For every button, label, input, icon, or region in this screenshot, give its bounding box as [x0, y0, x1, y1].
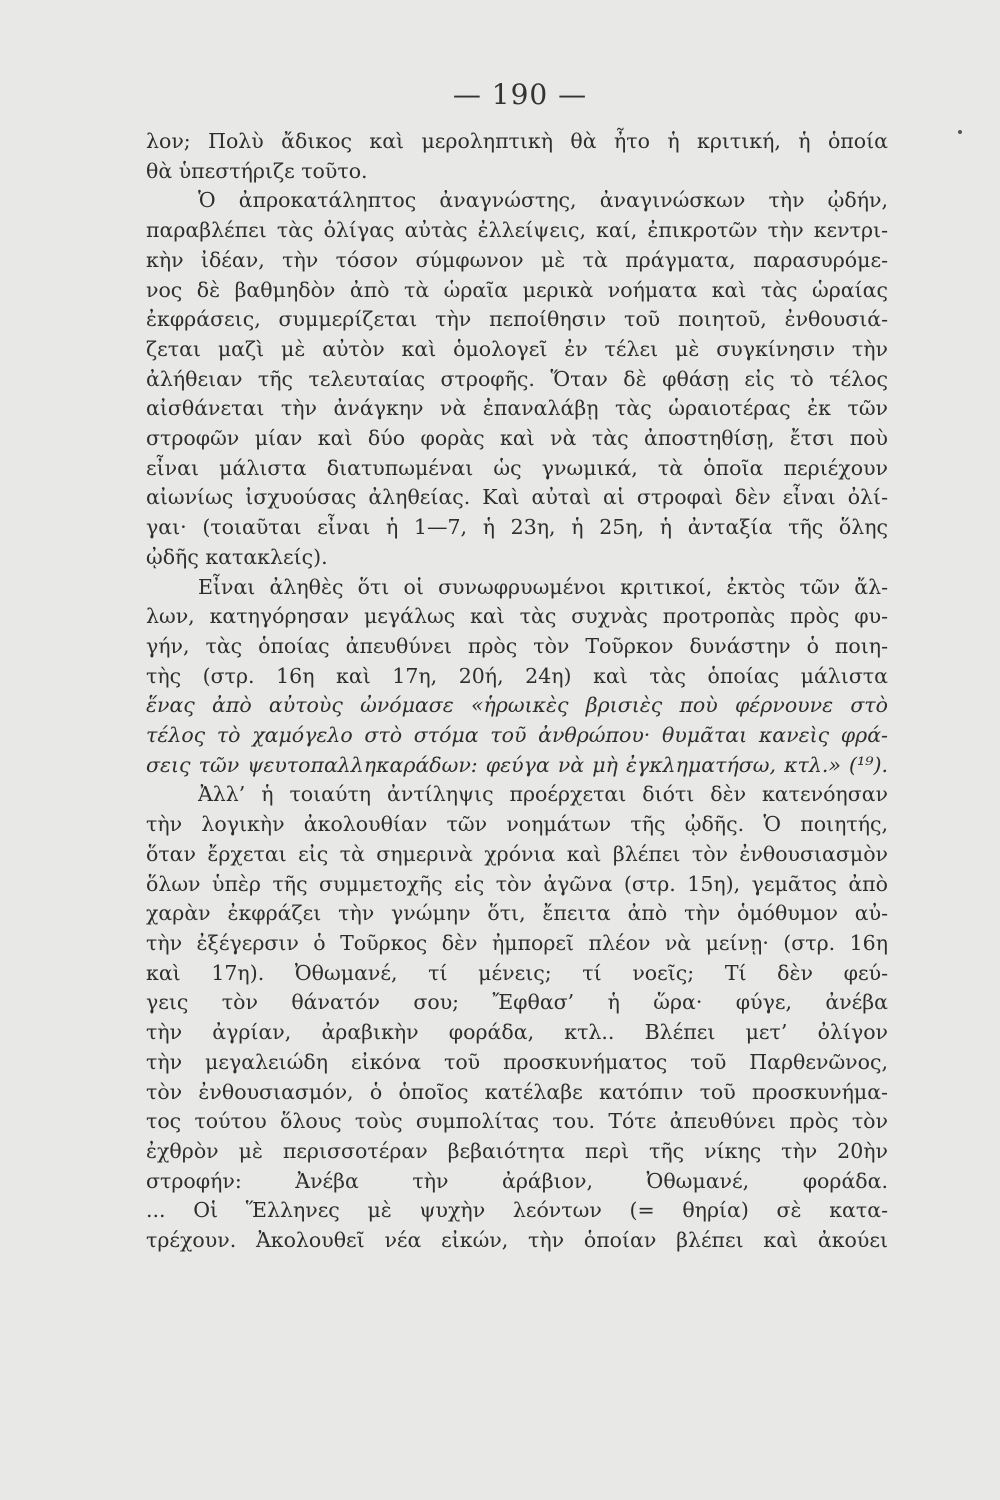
text-line: λον; Πολὺ ἄδικος καὶ μεροληπτικὴ θὰ ἦτο ἡ κριτική, ἡ ὁποία	[146, 129, 888, 153]
text-line: ζεται μαζὶ μὲ αὐτὸν καὶ ὁμολογεῖ ἐν τέλει μὲ συγκίνησιν τὴν	[146, 336, 888, 361]
text-line: τὴν ἐξέγερσιν ὁ Τοῦρκος δὲν ἠμπορεῖ πλέον νὰ μείνῃ· (στρ. 16η	[146, 930, 888, 955]
text-line: τρέχουν. Ἀκολουθεῖ νέα εἰκών, τὴν ὁποίαν βλέπει καὶ ἀκούει	[146, 1228, 888, 1253]
text-line: νος δὲ βαθμηδὸν ἀπὸ τὰ ὡραῖα μερικὰ νοήματα καὶ τὰς ὡραίας	[146, 277, 888, 302]
text-line: αἰσθάνεται τὴν ἀνάγκην νὰ ἐπαναλάβῃ τὰς ὡραιοτέρας ἐκ τῶν	[146, 396, 888, 421]
text-line: κὴν ἰδέαν, τὴν τόσον σύμφωνον μὲ τὰ πράγματα, παρασυρόμε-	[146, 247, 888, 272]
text-line: αἰωνίως ἰσχυούσας ἀληθείας. Καὶ αὐταὶ αἱ στροφαὶ δὲν εἶναι ὀλί-	[146, 485, 888, 510]
text-line: ἀλήθειαν τῆς τελευταίας στροφῆς. Ὅταν δὲ φθάσῃ εἰς τὸ τέλος	[146, 366, 888, 391]
text-line: ... Οἱ Ἕλληνες μὲ ψυχὴν λεόντων (= θηρία) σὲ κατα-	[146, 1198, 888, 1223]
text-line: τὴς (στρ. 16η καὶ 17η, 20ή, 24η) καὶ τὰς ὁποίας μάλιστα	[146, 663, 888, 688]
body-text	[146, 127, 888, 1256]
paper-speck	[958, 130, 962, 134]
text-line: θὰ ὑπεστήριζε τοῦτο.	[146, 158, 368, 183]
text-line: τέλος τὸ χαμόγελο στὸ στόμα τοῦ ἀνθρώπου· θυμᾶται κανεὶς φρά-	[146, 723, 888, 748]
text-line: τὸν ἐνθουσιασμόν, ὁ ὁποῖος κατέλαβε κατόπιν τοῦ προσκυνήμα-	[146, 1079, 888, 1104]
text-line: Ὁ ἀπροκατάληπτος ἀναγνώστης, ἀναγινώσκων τὴν ᾠδήν,	[198, 188, 888, 213]
text-line: ἐχθρὸν μὲ περισσοτέραν βεβαιότητα περὶ τῆς νίκης τὴν 20ὴν	[146, 1138, 888, 1163]
text-line: τὴν μεγαλειώδη εἰκόνα τοῦ προσκυνήματος τοῦ Παρθενῶνος,	[146, 1049, 888, 1074]
text-line: ὅλων ὑπὲρ τῆς συμμετοχῆς εἰς τὸν ἀγῶνα (στρ. 15η), γεμᾶτος ἀπὸ	[146, 871, 888, 896]
text-line: ἕνας ἀπὸ αὐτοὺς ὠνόμασε «ἡρωικὲς βρισιὲς ποὺ φέρνουνε στὸ	[146, 693, 888, 718]
page-number: — 190 —	[452, 78, 588, 111]
text-line: γήν, τὰς ὁποίας ἀπευθύνει πρὸς τὸν Τοῦρκον δυνάστην ὁ ποιη-	[146, 633, 888, 658]
text-line: λων, κατηγόρησαν μεγάλως καὶ τὰς συχνὰς προτροπὰς πρὸς φυ-	[146, 604, 888, 629]
text-line: εἶναι μάλιστα διατυπωμέναι ὡς γνωμικά, τὰ ὁποῖα περιέχουν	[146, 455, 888, 480]
text-line: παραβλέπει τὰς ὀλίγας αὐτὰς ἐλλείψεις, καί, ἐπικροτῶν τὴν κεντρι-	[146, 218, 888, 243]
text-line: στροφήν: Ἀνέβα τὴν ἀράβιον, Ὀθωμανέ, φοράδα.	[146, 1168, 888, 1193]
text-line: Εἶναι ἀληθὲς ὅτι οἱ συνωφρυωμένοι κριτικοί, ἐκτὸς τῶν ἄλ-	[198, 574, 888, 599]
text-line: Ἀλλ’ ἡ τοιαύτη ἀντίληψις προέρχεται διότι δὲν κατενόησαν	[198, 782, 888, 807]
text-line: τὴν λογικὴν ἀκολουθίαν τῶν νοημάτων τῆς ᾠδῆς. Ὁ ποιητής,	[146, 812, 888, 837]
text-line: στροφῶν μίαν καὶ δύο φορὰς καὶ νὰ τὰς ἀποστηθίσῃ, ἔτσι ποὺ	[146, 426, 888, 451]
text-line: καὶ 17η). Ὀθωμανέ, τί μένεις; τί νοεῖς; Τί δὲν φεύ-	[146, 960, 888, 985]
text-line: σεις τῶν ψευτοπαλληκαράδων: φεύγα νὰ μὴ ἐγκληματήσω, κτλ.» (¹⁹).	[146, 752, 888, 777]
text-line: ἐκφράσεις, συμμερίζεται τὴν πεποίθησιν τοῦ ποιητοῦ, ἐνθουσιά-	[146, 307, 888, 332]
text-line: ὅταν ἔρχεται εἰς τὰ σημερινὰ χρόνια καὶ βλέπει τὸν ἐνθουσιασμὸν	[146, 841, 888, 866]
text-line: ᾠδῆς κατακλείς).	[146, 544, 328, 569]
text-line: τὴν ἀγρίαν, ἀραβικὴν φοράδα, κτλ.. Βλέπει μετ’ ὀλίγον	[146, 1020, 888, 1045]
text-line: χαρὰν ἐκφράζει τὴν γνώμην ὅτι, ἔπειτα ἀπὸ τὴν ὁμόθυμον αὐ-	[146, 901, 888, 926]
text-line: τος τούτου ὅλους τοὺς συμπολίτας του. Τότε ἀπευθύνει πρὸς τὸν	[146, 1109, 888, 1134]
text-line: γαι· (τοιαῦται εἶναι ἡ 1—7, ἡ 23η, ἡ 25η, ἡ ἀνταξία τῆς ὅλης	[146, 515, 888, 540]
text-line: γεις τὸν θάνατόν σου; Ἔφθασ’ ἡ ὥρα· φύγε, ἀνέβα	[146, 990, 888, 1015]
